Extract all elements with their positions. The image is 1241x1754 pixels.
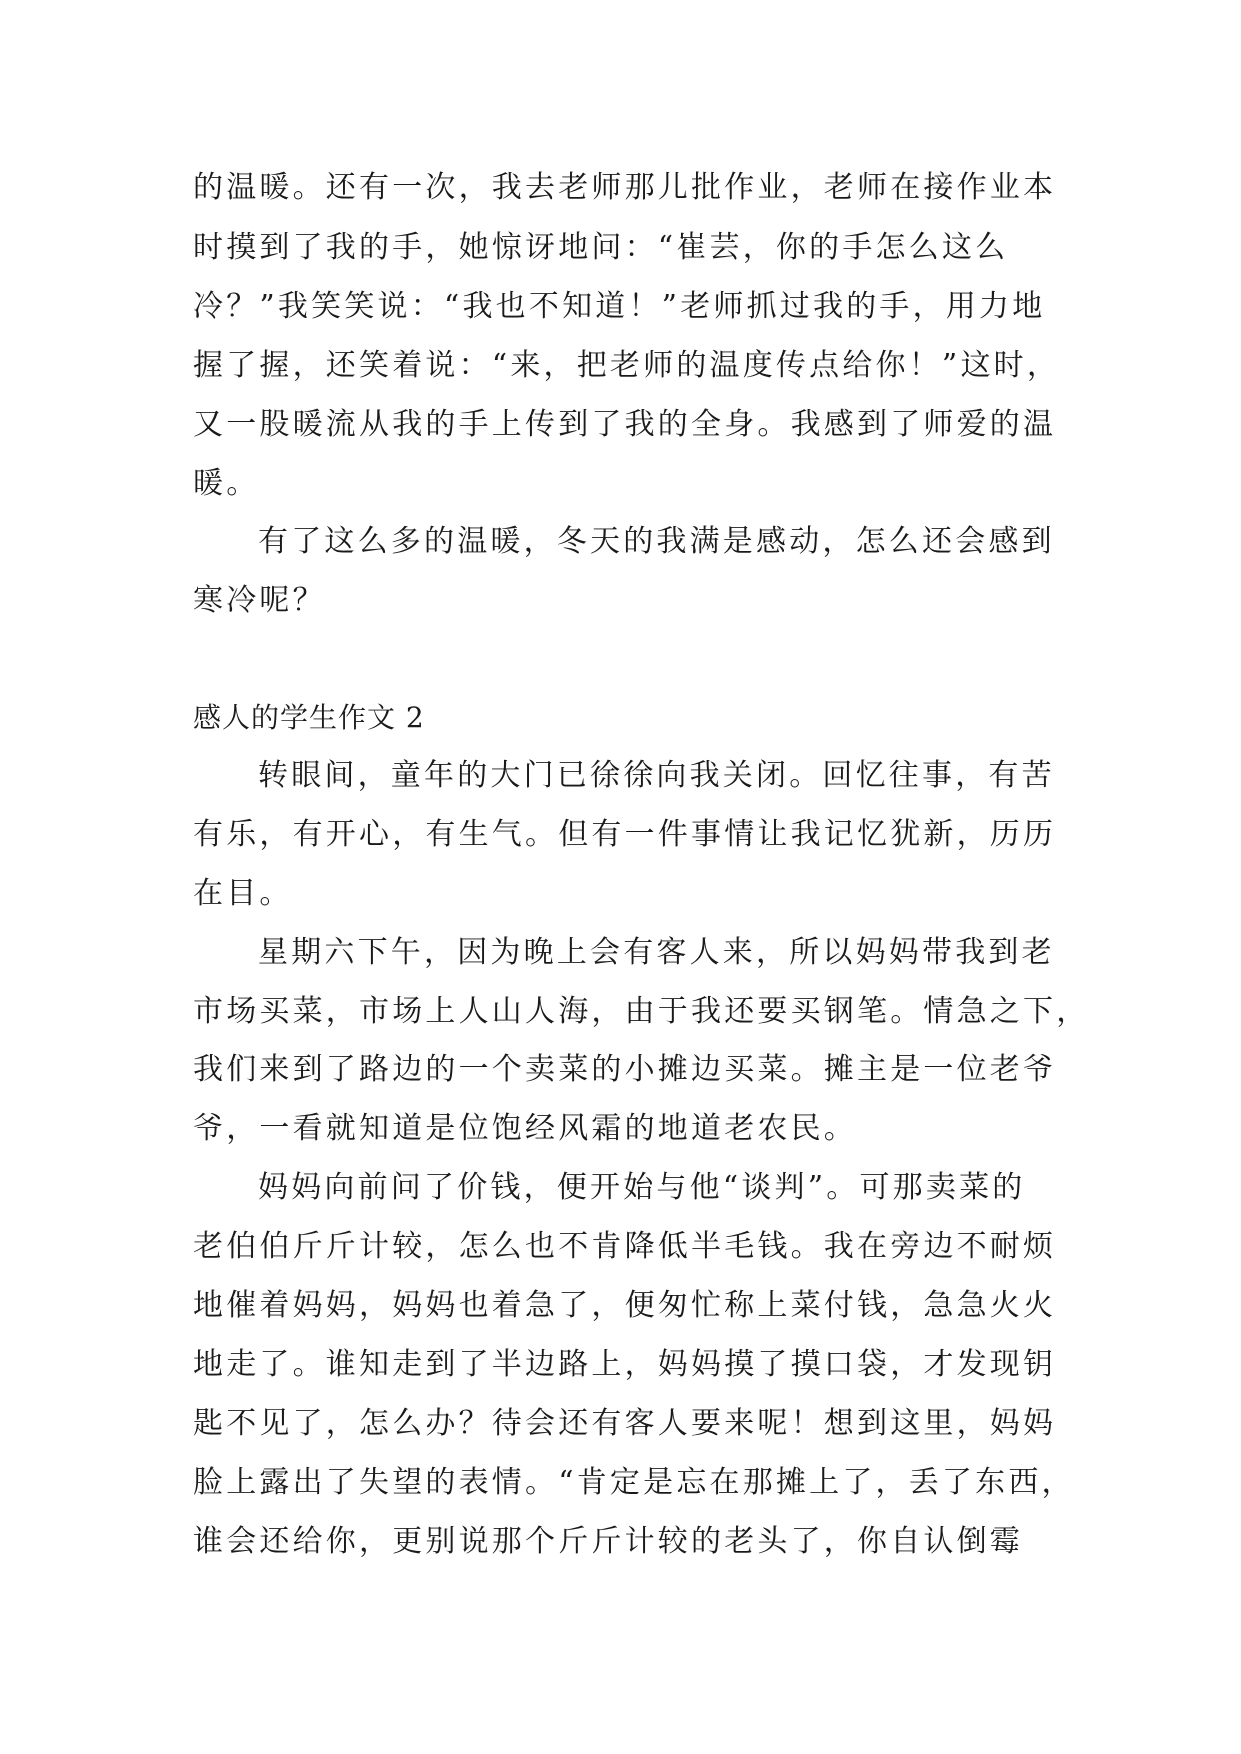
- paragraph-first-line: 有了这么多的温暖，冬天的我满是感动，怎么还会感到: [258, 524, 1055, 559]
- text-line: 时摸到了我的手，她惊讶地问：“崔芸，你的手怎么这么: [193, 230, 1009, 265]
- text-line: 脸上露出了失望的表情。“肯定是忘在那摊上了，丢了东西，: [193, 1465, 1075, 1500]
- text-line: 暖。: [193, 466, 260, 501]
- text-line: 冷？”我笑笑说：“我也不知道！”老师抓过我的手，用力地: [193, 289, 1046, 324]
- text-line: 爷，一看就知道是位饱经风霜的地道老农民。: [193, 1111, 857, 1146]
- text-line: 在目。: [193, 876, 293, 911]
- text-line: 市场买菜，市场上人山人海，由于我还要买钢笔。情急之下，: [193, 994, 1090, 1029]
- section-heading: 感人的学生作文 2: [193, 701, 425, 734]
- text-line: 匙不见了，怎么办？待会还有客人要来呢！想到这里，妈妈: [193, 1406, 1057, 1441]
- paragraph-first-line: 转眼间，童年的大门已徐徐向我关闭。回忆往事，有苦: [258, 758, 1055, 793]
- text-line: 又一股暖流从我的手上传到了我的全身。我感到了师爱的温: [193, 407, 1057, 442]
- text-line: 地走了。谁知走到了半边路上，妈妈摸了摸口袋，才发现钥: [193, 1347, 1057, 1382]
- text-line: 谁会还给你，更别说那个斤斤计较的老头了，你自认倒霉: [193, 1524, 1023, 1559]
- text-line: 老伯伯斤斤计较，怎么也不肯降低半毛钱。我在旁边不耐烦: [193, 1229, 1057, 1264]
- text-line: 的温暖。还有一次，我去老师那儿批作业，老师在接作业本: [193, 170, 1057, 205]
- paragraph-first-line: 妈妈向前问了价钱，便开始与他“谈判”。可那卖菜的: [258, 1170, 1026, 1205]
- text-line: 我们来到了路边的一个卖菜的小摊边买菜。摊主是一位老爷: [193, 1052, 1057, 1087]
- text-line: 握了握，还笑着说：“来，把老师的温度传点给你！”这时，: [193, 348, 1061, 383]
- text-line: 地催着妈妈，妈妈也着急了，便匆忙称上菜付钱，急急火火: [193, 1288, 1057, 1323]
- text-line: 有乐，有开心，有生气。但有一件事情让我记忆犹新，历历: [193, 817, 1057, 852]
- paragraph-first-line: 星期六下午，因为晚上会有客人来，所以妈妈带我到老: [258, 935, 1055, 970]
- text-line: 寒冷呢？: [193, 583, 326, 618]
